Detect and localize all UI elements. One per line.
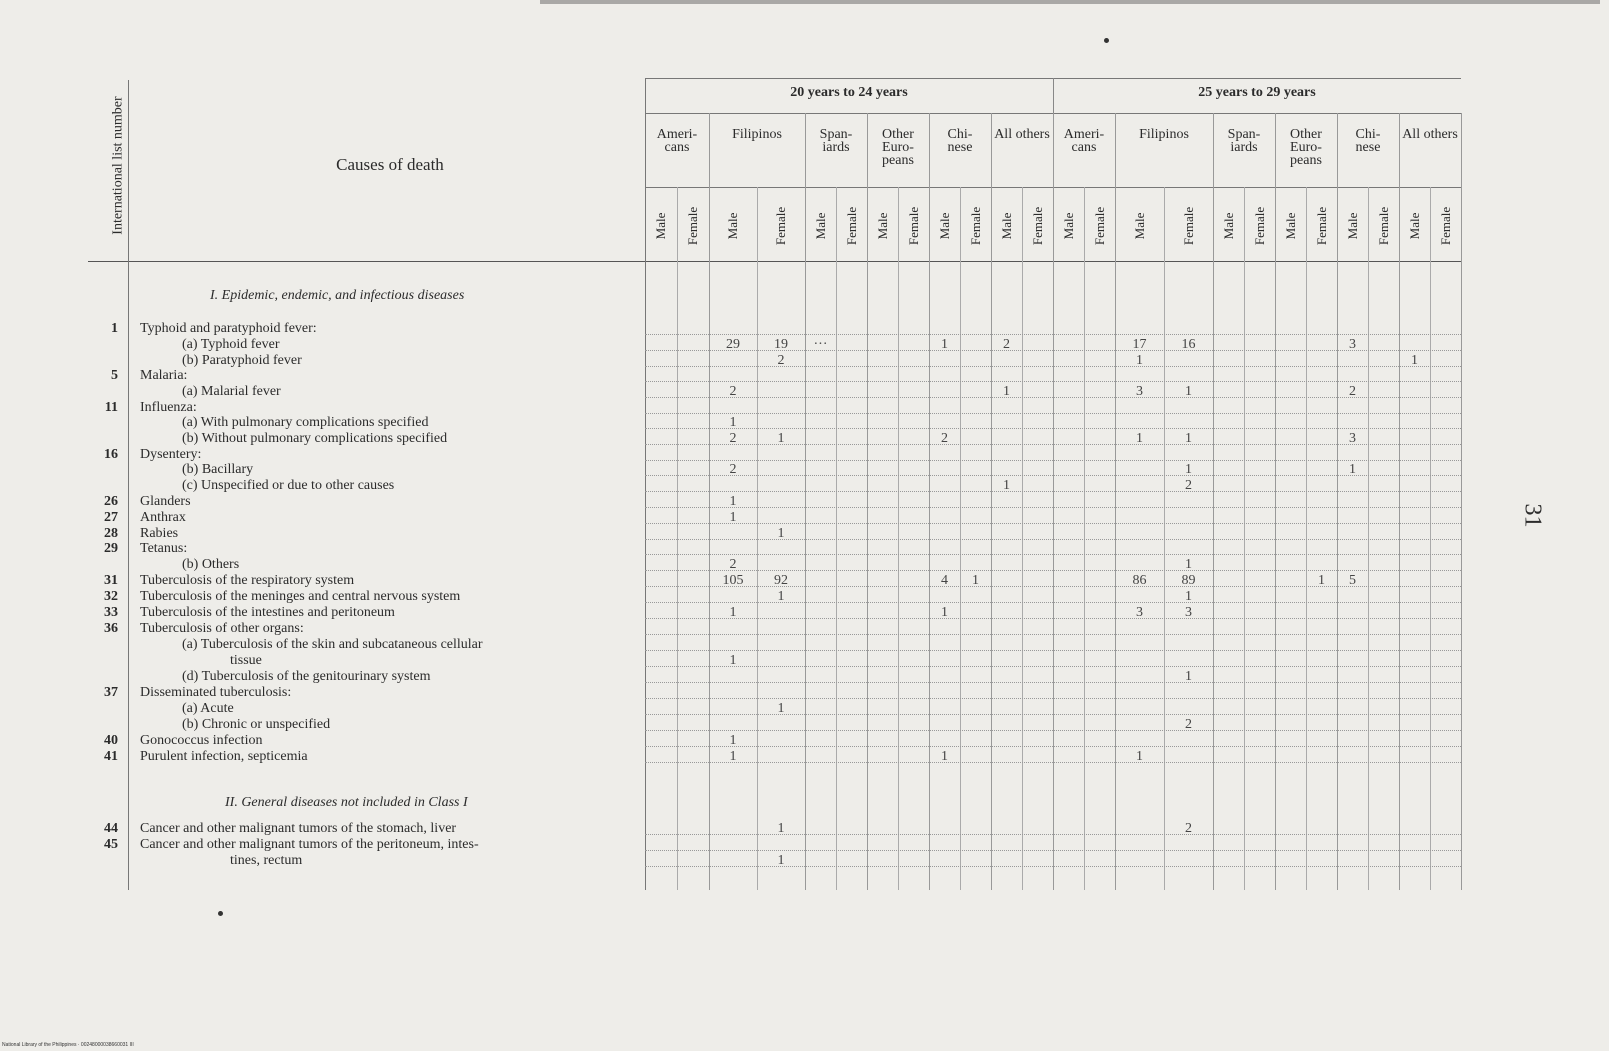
cell-value: 1 (777, 589, 785, 604)
sex-header: Male (1220, 212, 1236, 240)
cause-label: Gonococcus infection (140, 733, 263, 748)
cell-value: 105 (722, 573, 744, 588)
cell-value: 1 (1411, 353, 1418, 368)
leader-dots (645, 666, 1461, 668)
intl-list-number: 45 (104, 837, 118, 852)
age-group-header-2: 25 years to 29 years (1198, 85, 1316, 100)
group-rule-v (805, 113, 806, 890)
cell-value: 2 (1003, 337, 1010, 352)
leader-dots (645, 730, 1461, 732)
cell-value: 19 (774, 337, 788, 352)
cell-value: 1 (777, 821, 785, 836)
sex-header: Male (812, 212, 828, 240)
cause-label: Dysentery: (140, 447, 202, 462)
cause-label: Influenza: (140, 400, 197, 415)
cause-label: Tuberculosis of the meninges and central nervous system (140, 589, 461, 604)
group-header: Span- iards (819, 127, 853, 155)
cell-value: 3 (1136, 384, 1143, 399)
intl-list-number: 41 (104, 749, 118, 764)
cell-value: 3 (1349, 337, 1356, 352)
intl-list-number: 5 (111, 368, 118, 383)
intl-list-number: 32 (104, 589, 118, 604)
group-rule-v (1275, 113, 1276, 890)
cause-label: (a) With pulmonary complications specified (182, 415, 429, 430)
group-rule-v (1461, 113, 1462, 890)
group-header: All others (1402, 127, 1458, 142)
sex-header: Male (653, 212, 668, 240)
intl-list-number: 26 (104, 494, 118, 509)
intl-list-number: 28 (104, 526, 118, 541)
cell-value: 5 (1349, 573, 1356, 588)
cell-value: 1 (729, 733, 737, 748)
cause-label: (b) Without pulmonary complications specified (182, 431, 448, 446)
cause-label: Tuberculosis of the intestines and peritoneum (140, 605, 395, 620)
group-header: Ameri- cans (1063, 127, 1105, 155)
group-rule-v (1115, 113, 1116, 890)
group-header: Filipinos (1139, 127, 1189, 142)
group-header: Filipinos (732, 127, 782, 142)
group-header: Chi- nese (947, 127, 973, 155)
cell-value: 3 (1349, 431, 1356, 446)
cell-value: 1 (941, 749, 948, 764)
leader-dots (645, 682, 1461, 684)
intl-list-header: International list number (110, 96, 126, 235)
cause-label: (b) Others (182, 557, 240, 572)
group-rule-v (1399, 113, 1400, 890)
cell-value: 3 (1185, 605, 1192, 620)
cause-label: Glanders (140, 494, 191, 509)
cell-value: 1 (1185, 669, 1192, 684)
col-rule-causes (128, 80, 129, 890)
cell-value: 89 (1181, 573, 1196, 588)
cell-value: 1 (777, 526, 785, 541)
intl-list-number: 31 (104, 573, 118, 588)
leader-dots (645, 460, 1461, 462)
leader-dots (645, 698, 1461, 700)
group-header: Span- iards (1227, 127, 1261, 155)
cause-label: (d) Tuberculosis of the genitourinary system (182, 669, 431, 684)
cell-value: 1 (941, 337, 948, 352)
cell-value: 1 (1185, 431, 1192, 446)
sex-header: Female (1313, 206, 1329, 246)
cell-value: 1 (729, 494, 737, 509)
cell-value: 29 (726, 337, 740, 352)
footer-text: National Library of the Philippines · 00248000038660031 III (2, 1042, 134, 1048)
group-rule-v (929, 113, 930, 890)
intl-list-number: 33 (104, 605, 118, 620)
cell-value: 2 (729, 431, 737, 446)
cell-value: 1 (1136, 353, 1143, 368)
cell-value: 1 (1136, 431, 1143, 446)
cell-value: 1 (729, 653, 737, 668)
cause-label: (c) Unspecified or due to other causes (182, 478, 395, 493)
cell-value: 1 (1185, 589, 1192, 604)
sex-header: Female (843, 206, 859, 246)
cell-value: 2 (729, 557, 737, 572)
cell-value: 1 (729, 749, 737, 764)
cell-value: 92 (774, 573, 788, 588)
cell-value: 2 (1185, 717, 1192, 732)
cell-value: 1 (1185, 384, 1192, 399)
section-heading-1: I. Epidemic, endemic, and infectious diseases (210, 288, 465, 303)
leader-dots (645, 491, 1461, 493)
cell-value: 1 (777, 701, 785, 716)
cause-label: (a) Acute (182, 701, 234, 716)
intl-list-number: 16 (104, 447, 118, 462)
cause-label: Tuberculosis of the respiratory system (140, 573, 355, 588)
leader-dots (645, 523, 1461, 525)
section-heading-2: II. General diseases not included in Class I (225, 795, 468, 810)
intl-list-number: 1 (111, 321, 118, 336)
cell-value: 1 (1185, 557, 1192, 572)
group-header: Ameri- cans (656, 127, 698, 155)
leader-dots (645, 634, 1461, 636)
cell-value: 1 (1003, 478, 1010, 493)
cause-label: Anthrax (140, 510, 186, 525)
leader-dots (645, 850, 1461, 852)
cell-value: 1 (777, 431, 785, 446)
cause-label: Malaria: (140, 368, 188, 383)
cause-label: (a) Malarial fever (182, 384, 281, 399)
cause-label: (b) Bacillary (182, 462, 254, 477)
sex-header: Male (1406, 212, 1422, 240)
cell-value: 2 (729, 462, 737, 477)
sex-header: Female (967, 206, 983, 246)
sex-header: Female (1180, 206, 1196, 246)
cause-label: tines, rectum (230, 853, 303, 868)
leader-dots (645, 746, 1461, 748)
cause-label: (a) Typhoid fever (182, 337, 280, 352)
cell-value: 86 (1132, 573, 1147, 588)
sex-header: Female (1375, 206, 1391, 246)
cell-value: ··· (813, 337, 828, 352)
leader-dots (645, 381, 1461, 383)
intl-list-number: 37 (104, 685, 118, 700)
leader-dots (645, 413, 1461, 415)
cell-value: 16 (1181, 337, 1196, 352)
group-rule-v (1053, 113, 1054, 890)
cause-label: Purulent infection, septicemia (140, 749, 308, 764)
sex-header: Male (936, 212, 952, 240)
sex-header: Male (1131, 212, 1147, 240)
sex-header: Female (905, 206, 921, 246)
group-rule-v (1337, 113, 1338, 890)
group-rule-v (709, 113, 710, 890)
cell-value: 3 (1136, 605, 1143, 620)
intl-list-number: 44 (104, 821, 118, 836)
group-rule-v (1213, 113, 1214, 890)
intl-list-number: 29 (104, 541, 118, 556)
cause-label: Tetanus: (140, 541, 188, 556)
intl-list-number: 27 (104, 510, 118, 525)
sex-header: Female (1437, 206, 1453, 246)
cell-value: 1 (1185, 462, 1192, 477)
leader-dots (645, 428, 1461, 430)
group-header: Chi- nese (1355, 127, 1381, 155)
cause-label: Typhoid and paratyphoid fever: (140, 321, 317, 336)
leader-dots (645, 570, 1461, 572)
cell-value: 2 (1185, 478, 1192, 493)
cell-value: 1 (1003, 384, 1010, 399)
intl-list-number: 40 (104, 733, 118, 748)
cell-value: 17 (1132, 337, 1147, 352)
age-group-header-1: 20 years to 24 years (790, 85, 908, 100)
cell-value: 1 (972, 573, 979, 588)
cell-value: 2 (729, 384, 737, 399)
cause-label: Tuberculosis of other organs: (140, 621, 304, 636)
leader-dots (645, 334, 1461, 336)
sex-header: Female (1251, 206, 1267, 246)
sex-header: Female (1029, 206, 1045, 246)
cell-value: 1 (1349, 462, 1356, 477)
intl-list-number: 11 (104, 400, 118, 415)
cell-value: 4 (941, 573, 948, 588)
group-header: Other Euro- peans (882, 127, 914, 168)
leader-dots (645, 650, 1461, 652)
sex-header: Male (1060, 212, 1076, 240)
cause-label: Cancer and other malignant tumors of the stomach, liver (140, 821, 457, 836)
cause-label: Disseminated tuberculosis: (140, 685, 292, 700)
cell-value: 2 (941, 431, 948, 446)
cell-value: 1 (941, 605, 948, 620)
cell-value: 2 (1185, 821, 1192, 836)
header-bottom-rule (88, 261, 1461, 262)
cell-value: 2 (1349, 384, 1356, 399)
sex-header: Male (1282, 212, 1298, 240)
sex-header: Male (874, 212, 890, 240)
sex-header: Female (773, 206, 788, 246)
cell-value: 1 (1318, 573, 1325, 588)
sex-header: Male (998, 212, 1014, 240)
group-header: Other Euro- peans (1290, 127, 1322, 168)
causes-header: Causes of death (336, 155, 444, 174)
cause-label: tissue (230, 653, 262, 668)
intl-list-number: 36 (104, 621, 118, 636)
cell-value: 1 (729, 415, 737, 430)
leader-dots (645, 618, 1461, 620)
sex-header: Female (685, 206, 700, 246)
leader-dots (645, 554, 1461, 556)
leader-dots (645, 507, 1461, 509)
col-rule-main (645, 78, 646, 890)
cause-label: (b) Paratyphoid fever (182, 353, 302, 368)
cause-label: Cancer and other malignant tumors of the peritoneum, intes- (140, 837, 479, 852)
cell-value: 2 (777, 353, 785, 368)
sex-header: Female (1091, 206, 1107, 246)
page-number: 31 (1519, 503, 1546, 528)
leader-dots (645, 762, 1461, 764)
cell-value: 1 (777, 853, 785, 868)
cell-value: 1 (1136, 749, 1143, 764)
cell-value: 1 (729, 510, 737, 525)
sex-header: Male (1344, 212, 1360, 240)
group-rule-v (867, 113, 868, 890)
group-rule-v (991, 113, 992, 890)
cause-label: (b) Chronic or unspecified (182, 717, 331, 732)
cause-label: (a) Tuberculosis of the skin and subcataneous cellular (182, 637, 483, 652)
cell-value: 1 (729, 605, 737, 620)
sex-header: Male (725, 212, 740, 240)
group-header: All others (994, 127, 1050, 142)
cause-label: Rabies (140, 526, 179, 541)
